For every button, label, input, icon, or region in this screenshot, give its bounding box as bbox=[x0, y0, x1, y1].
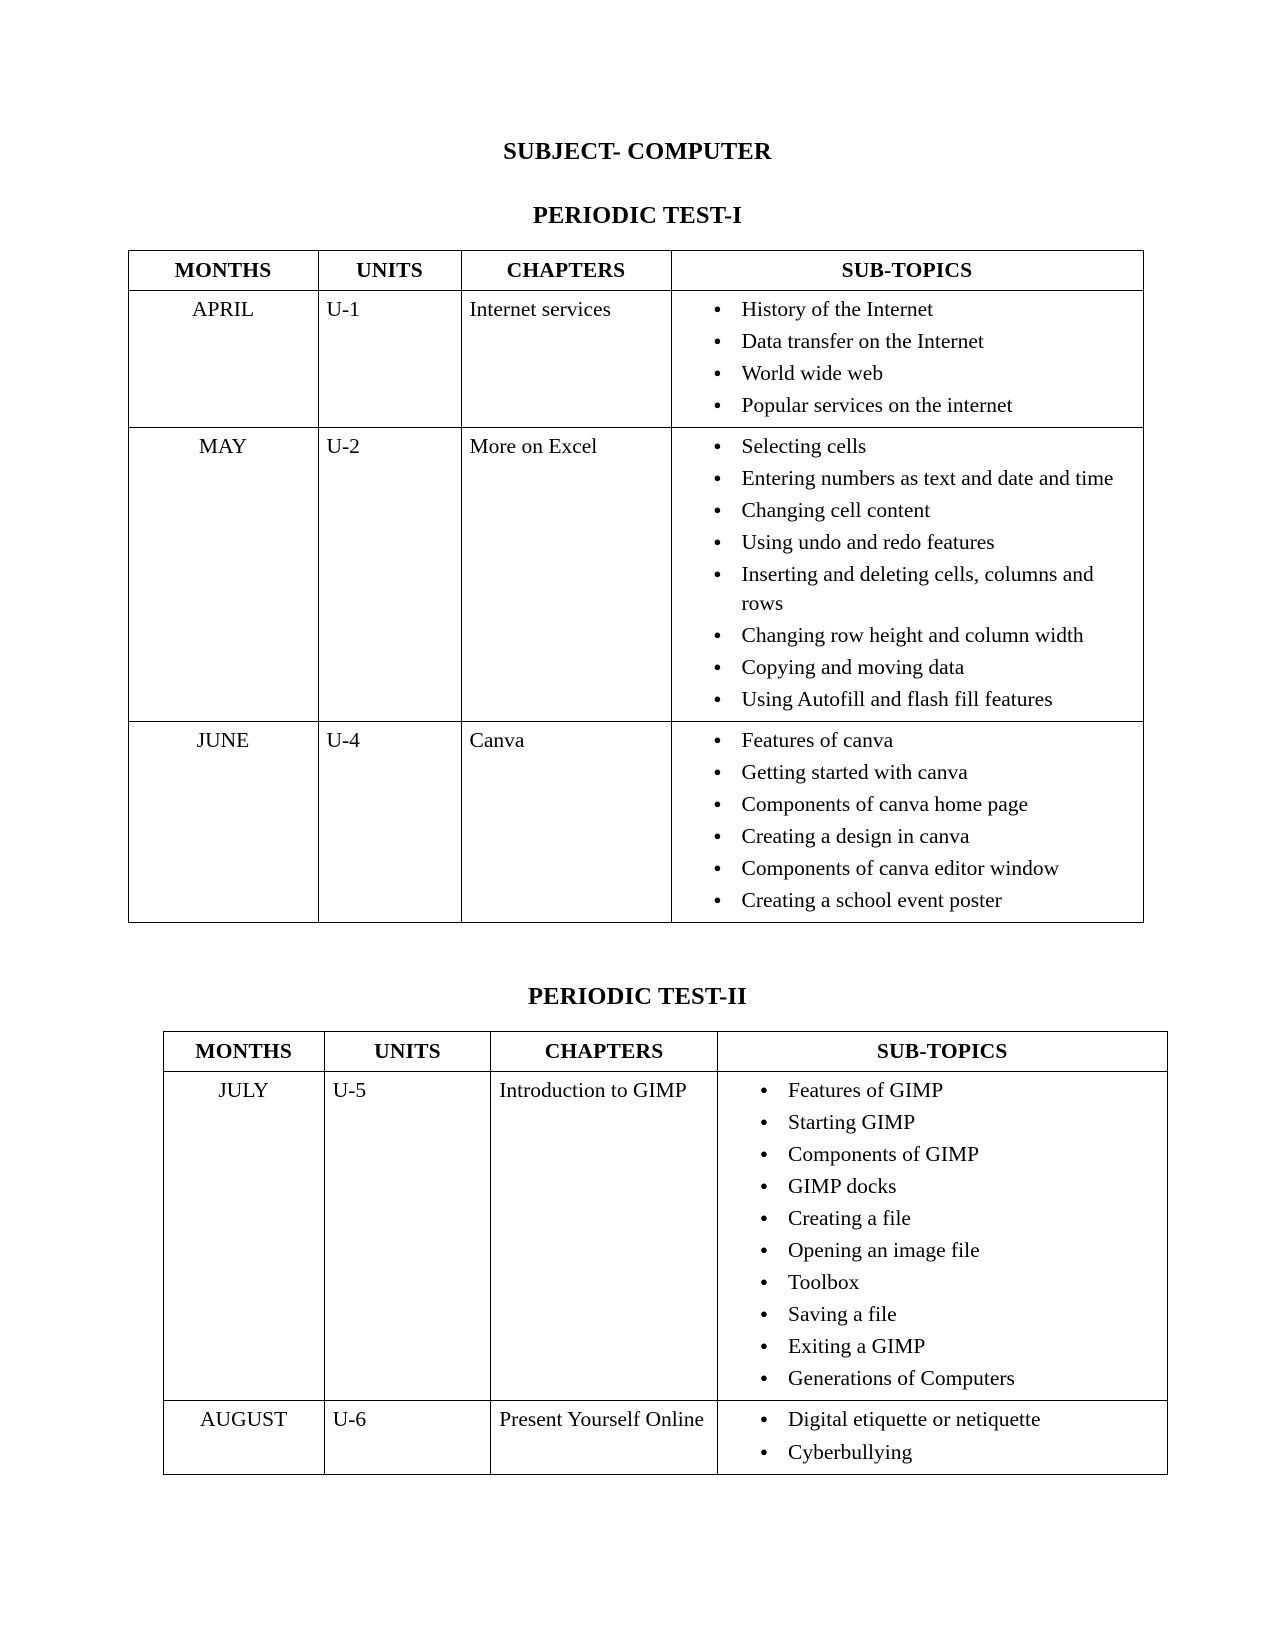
cell-chapter: More on Excel bbox=[461, 428, 671, 722]
list-item: ● Using undo and redo features bbox=[740, 528, 1135, 557]
table-header-row bbox=[163, 1032, 1167, 1072]
cell-subtopics bbox=[718, 1072, 1168, 1401]
list-item: ● Generations of Computers bbox=[786, 1364, 1159, 1393]
table-row bbox=[163, 1072, 1167, 1401]
cell-unit: U-4 bbox=[318, 722, 461, 923]
list-item: ● Data transfer on the Internet bbox=[740, 327, 1135, 356]
list-item: ● GIMP docks bbox=[786, 1172, 1159, 1201]
list-item: ● Components of canva home page bbox=[740, 790, 1135, 819]
list-item: ● Digital etiquette or netiquette bbox=[786, 1405, 1159, 1434]
list-item: ● Features of canva bbox=[740, 726, 1135, 755]
page-title: SUBJECT- COMPUTER bbox=[503, 138, 772, 165]
cell-subtopics bbox=[718, 1401, 1168, 1474]
column-header-months: MONTHS bbox=[128, 251, 318, 291]
cell-month: JULY bbox=[163, 1072, 324, 1401]
list-item: ● Creating a design in canva bbox=[740, 822, 1135, 851]
column-header-chapters: CHAPTERS bbox=[461, 251, 671, 291]
list-item: ● Cyberbullying bbox=[786, 1438, 1159, 1467]
list-item: ● Creating a file bbox=[786, 1204, 1159, 1233]
column-header-subtopics: SUB-TOPICS bbox=[671, 251, 1143, 291]
list-item: ● Popular services on the internet bbox=[740, 391, 1135, 420]
cell-unit: U-6 bbox=[324, 1401, 490, 1474]
table-row bbox=[163, 1401, 1167, 1474]
cell-subtopics bbox=[671, 722, 1143, 923]
list-item: ● Exiting a GIMP bbox=[786, 1332, 1159, 1361]
list-item: ● Copying and moving data bbox=[740, 653, 1135, 682]
column-header-subtopics: SUB-TOPICS bbox=[718, 1032, 1168, 1072]
cell-month: AUGUST bbox=[163, 1401, 324, 1474]
list-item: ● History of the Internet bbox=[740, 295, 1135, 324]
syllabus-table-periodic-test-2 bbox=[163, 1031, 1168, 1474]
cell-unit: U-1 bbox=[318, 291, 461, 428]
column-header-units: UNITS bbox=[318, 251, 461, 291]
cell-subtopics bbox=[671, 291, 1143, 428]
list-item: ● Starting GIMP bbox=[786, 1108, 1159, 1137]
cell-subtopics bbox=[671, 428, 1143, 722]
cell-chapter: Introduction to GIMP bbox=[491, 1072, 718, 1401]
table-header-row bbox=[128, 251, 1143, 291]
subtopic-list bbox=[726, 1405, 1159, 1466]
list-item: ● Selecting cells bbox=[740, 432, 1135, 461]
cell-chapter: Present Yourself Online bbox=[491, 1401, 718, 1474]
list-item: ● Features of GIMP bbox=[786, 1076, 1159, 1105]
subtopic-list bbox=[680, 726, 1135, 915]
list-item: ● Opening an image file bbox=[786, 1236, 1159, 1265]
column-header-months: MONTHS bbox=[163, 1032, 324, 1072]
list-item: ● Saving a file bbox=[786, 1300, 1159, 1329]
cell-month: MAY bbox=[128, 428, 318, 722]
list-item: ● Changing row height and column width bbox=[740, 621, 1135, 650]
cell-unit: U-2 bbox=[318, 428, 461, 722]
table-row bbox=[128, 722, 1143, 923]
cell-unit: U-5 bbox=[324, 1072, 490, 1401]
list-item: ● Creating a school event poster bbox=[740, 886, 1135, 915]
section-heading-periodic-test-1: PERIODIC TEST-I bbox=[532, 202, 743, 229]
cell-chapter: Canva bbox=[461, 722, 671, 923]
list-item: ● World wide web bbox=[740, 359, 1135, 388]
syllabus-table-periodic-test-1 bbox=[128, 250, 1144, 923]
list-item: ● Inserting and deleting cells, columns and rows bbox=[740, 560, 1135, 618]
subtopic-list bbox=[680, 295, 1135, 420]
list-item: ● Components of GIMP bbox=[786, 1140, 1159, 1169]
list-item: ● Components of canva editor window bbox=[740, 854, 1135, 883]
list-item: ● Getting started with canva bbox=[740, 758, 1135, 787]
table-row bbox=[128, 291, 1143, 428]
column-header-units: UNITS bbox=[324, 1032, 490, 1072]
cell-month: JUNE bbox=[128, 722, 318, 923]
table-row bbox=[128, 428, 1143, 722]
list-item: ● Toolbox bbox=[786, 1268, 1159, 1297]
list-item: ● Changing cell content bbox=[740, 496, 1135, 525]
document-content bbox=[128, 0, 1148, 1475]
column-header-chapters: CHAPTERS bbox=[491, 1032, 718, 1072]
subtopic-list bbox=[680, 432, 1135, 714]
cell-chapter: Internet services bbox=[461, 291, 671, 428]
cell-month: APRIL bbox=[128, 291, 318, 428]
section-heading-periodic-test-2: PERIODIC TEST-II bbox=[527, 983, 748, 1011]
list-item: ● Using Autofill and flash fill features bbox=[740, 685, 1135, 714]
list-item: ● Entering numbers as text and date and time bbox=[740, 464, 1135, 493]
subtopic-list bbox=[726, 1076, 1159, 1393]
